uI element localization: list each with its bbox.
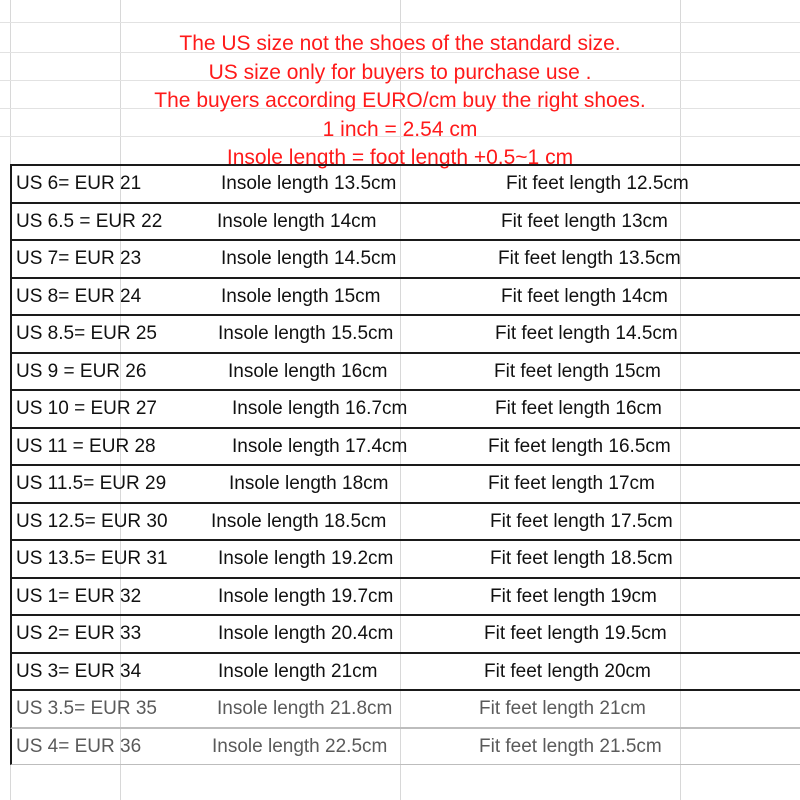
- us-eur-size: US 1= EUR 32: [16, 585, 142, 607]
- fit-feet-length: Fit feet length 21.5cm: [479, 735, 662, 757]
- fit-feet-length: Fit feet length 17cm: [488, 473, 655, 494]
- us-eur-size: US 9 = EUR 26: [16, 360, 147, 382]
- fit-feet-length: Fit feet length 21cm: [479, 698, 646, 719]
- table-row: [10, 504, 800, 542]
- insole-length: Insole length 13.5cm: [221, 173, 397, 194]
- insole-length: Insole length 18cm: [229, 473, 389, 494]
- insole-length: Insole length 16cm: [228, 360, 388, 382]
- insole-length: Insole length 15.5cm: [218, 323, 394, 344]
- us-eur-size: US 3.5= EUR 35: [16, 698, 157, 719]
- table-row: [10, 241, 800, 279]
- table-row: [10, 166, 800, 204]
- fit-feet-length: Fit feet length 12.5cm: [506, 173, 689, 194]
- fit-feet-length: Fit feet length 19cm: [490, 585, 657, 607]
- fit-feet-length: Fit feet length 16cm: [495, 398, 662, 419]
- table-row: [10, 616, 800, 654]
- us-eur-size: US 4= EUR 36: [16, 735, 142, 757]
- insole-length: Insole length 21cm: [218, 660, 378, 682]
- us-eur-size: US 6.5 = EUR 22: [16, 210, 163, 232]
- us-eur-size: US 8.5= EUR 25: [16, 323, 157, 344]
- table-row: [10, 316, 800, 354]
- fit-feet-length: Fit feet length 20cm: [484, 660, 651, 682]
- insole-length: Insole length 19.2cm: [218, 548, 394, 569]
- us-eur-size: US 6= EUR 21: [16, 173, 142, 194]
- us-eur-size: US 2= EUR 33: [16, 623, 142, 644]
- fit-feet-length: Fit feet length 17.5cm: [490, 510, 673, 532]
- table-row: [10, 466, 800, 504]
- fit-feet-length: Fit feet length 14cm: [501, 285, 668, 307]
- notice-line: The US size not the shoes of the standard size.: [179, 32, 621, 55]
- table-row: [10, 729, 800, 766]
- fit-feet-length: Fit feet length 14.5cm: [495, 323, 678, 344]
- notice-line: The buyers according EURO/cm buy the right shoes.: [154, 89, 646, 112]
- insole-length: Insole length 21.8cm: [217, 698, 393, 719]
- table-row: [10, 391, 800, 429]
- table-row: [10, 204, 800, 242]
- fit-feet-length: Fit feet length 13.5cm: [498, 248, 681, 269]
- us-eur-size: US 11.5= EUR 29: [16, 473, 167, 494]
- insole-length: Insole length 20.4cm: [218, 623, 394, 644]
- us-eur-size: US 11 = EUR 28: [16, 435, 156, 457]
- us-eur-size: US 3= EUR 34: [16, 660, 142, 682]
- table-row: [10, 279, 800, 317]
- size-chart-table: [10, 164, 800, 765]
- insole-length: Insole length 15cm: [221, 285, 381, 307]
- notice-line: Insole length = foot length +0.5~1 cm: [226, 146, 574, 169]
- fit-feet-length: Fit feet length 19.5cm: [484, 623, 667, 644]
- insole-length: Insole length 18.5cm: [211, 510, 387, 532]
- table-row: [10, 654, 800, 692]
- notice-line: 1 inch = 2.54 cm: [322, 117, 478, 141]
- fit-feet-length: Fit feet length 15cm: [494, 360, 661, 382]
- us-eur-size: US 7= EUR 23: [16, 248, 142, 269]
- insole-length: Insole length 14.5cm: [221, 248, 397, 269]
- table-row: [10, 541, 800, 579]
- table-row: [10, 691, 800, 729]
- table-row: [10, 429, 800, 467]
- size-notice: [0, 30, 800, 173]
- insole-length: Insole length 17.4cm: [232, 435, 408, 457]
- insole-length: Insole length 14cm: [217, 210, 377, 232]
- fit-feet-length: Fit feet length 16.5cm: [488, 435, 671, 457]
- insole-length: Insole length 19.7cm: [218, 585, 394, 607]
- insole-length: Insole length 22.5cm: [212, 735, 388, 757]
- notice-line: US size only for buyers to purchase use .: [208, 60, 592, 84]
- us-eur-size: US 10 = EUR 27: [16, 398, 157, 419]
- table-row: [10, 354, 800, 392]
- us-eur-size: US 13.5= EUR 31: [16, 548, 168, 569]
- fit-feet-length: Fit feet length 18.5cm: [490, 548, 673, 569]
- table-row: [10, 579, 800, 617]
- insole-length: Insole length 16.7cm: [232, 398, 408, 419]
- fit-feet-length: Fit feet length 13cm: [501, 210, 668, 232]
- us-eur-size: US 12.5= EUR 30: [16, 510, 168, 532]
- grid-line: [0, 22, 800, 23]
- us-eur-size: US 8= EUR 24: [16, 285, 142, 307]
